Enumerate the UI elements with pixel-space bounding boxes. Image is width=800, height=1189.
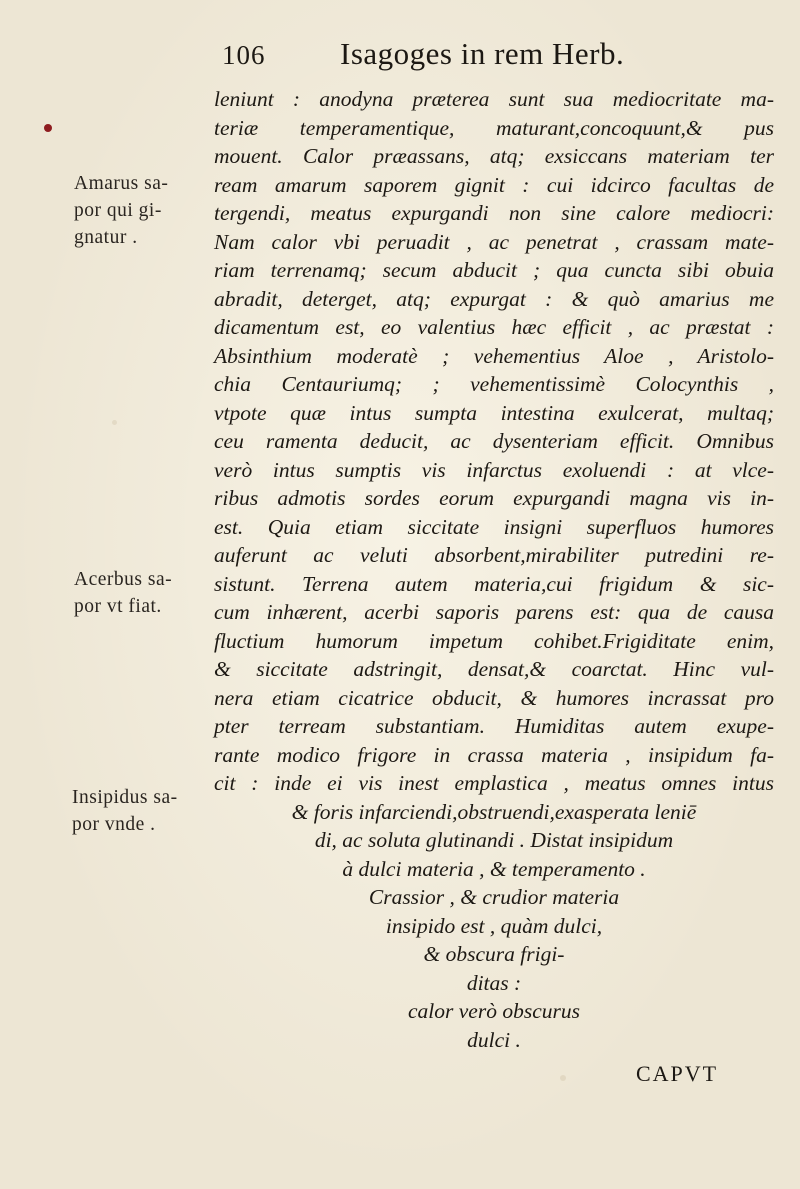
text-line: di, ac soluta glutinandi . Distat insipidum: [314, 828, 674, 852]
text-line: ditas :: [466, 970, 522, 995]
margin-note-line: por vnde .: [72, 814, 156, 835]
text-line: insipido est , quàm dulci,: [385, 913, 603, 938]
text-line: dicamentum est, eo valentius hæc efficit , ac præstat :: [214, 315, 774, 339]
text-line: cit : inde ei vis inest emplastica , meatus omnes intus: [214, 771, 774, 795]
text-line: riam terrenamq; secum abducit ; qua cuncta sibi obuia: [214, 258, 774, 282]
text-line: chia Centauriumq; ; vehementissimè Colocynthis ,: [214, 372, 774, 396]
text-line: sistunt. Terrena autem materia,cui frigidum & sic-: [214, 571, 774, 596]
text-line: Absinthium moderatè ; vehementius Aloe , Aristolo-: [214, 343, 774, 368]
text-line: & obscura frigi-: [423, 942, 565, 966]
text-line: ceu ramenta deducit, ac dysenteriam efficit. Omnibus: [214, 429, 774, 453]
page-header: [222, 34, 682, 78]
text-line: pter terream substantiam. Humiditas autem exupe-: [214, 714, 774, 738]
text-line: verò intus sumptis vis infarctus exoluendi : at vlce-: [214, 457, 774, 482]
margin-note-insipidus: [72, 784, 178, 838]
margin-note-acerbus: [74, 566, 172, 620]
text-line: ribus admotis sordes eorum expurgandi magna vis in-: [214, 486, 774, 510]
text-line: teriæ temperamentique, maturant,concoquunt,& pus: [214, 115, 774, 140]
margin-note-line: por vt fiat.: [74, 596, 162, 617]
text-line: vtpote quæ intus sumpta intestina exulcerat, multaq;: [214, 400, 774, 425]
text-line: cum inhærent, acerbi saporis parens est: qua de causa: [214, 600, 774, 624]
text-line: leniunt : anodyna præterea sunt sua mediocritate ma-: [214, 87, 774, 111]
text-line: nera etiam cicatrice obducit, & humores incrassat pro: [214, 685, 774, 710]
text-line: mouent. Calor præassans, atq; exsiccans materiam ter: [214, 144, 774, 168]
catchword: CAPVT: [636, 1061, 719, 1086]
running-head: Isagoges in rem Herb.: [340, 36, 625, 71]
text-line: auferunt ac veluti absorbent,mirabiliter putredini re-: [214, 543, 774, 567]
text-line: abradit, deterget, atq; expurgat : & quò amarius me: [214, 286, 774, 311]
text-line: dulci .: [467, 1027, 521, 1052]
text-line: rante modico frigore in crassa materia , insipidum fa-: [214, 742, 774, 767]
text-line: Crassior , & crudior materia: [368, 885, 620, 909]
margin-note-line: Acerbus sa-: [74, 569, 173, 590]
margin-note-line: Insipidus sa-: [72, 787, 178, 808]
red-ink-spot: [44, 124, 52, 132]
margin-note-line: por qui gi-: [74, 200, 162, 221]
page-number: 106: [222, 40, 266, 70]
margin-note-amarus: [74, 170, 168, 251]
text-line: Nam calor vbi peruadit , ac penetrat , crassam mate-: [214, 229, 774, 254]
margin-note-line: gnatur .: [74, 227, 138, 248]
text-line: fluctium humorum impetum cohibet.Frigiditate enim,: [214, 628, 774, 653]
text-line: à dulci materia , & temperamento .: [342, 856, 646, 881]
text-line: & foris infarciendi,obstruendi,exasperata leniē: [291, 799, 697, 824]
text-line: calor verò obscurus: [408, 999, 580, 1023]
text-line: ream amarum saporem gignit : cui idcirco facultas de: [214, 172, 774, 197]
text-line: tergendi, meatus expurgandi non sine calore mediocri:: [214, 201, 774, 225]
text-line: est. Quia etiam siccitate insigni superfluos humores: [214, 514, 774, 539]
text-line: & siccitate adstringit, densat,& coarctat. Hinc vul-: [214, 657, 774, 681]
margin-note-line: Amarus sa-: [74, 173, 169, 194]
paper-spot: [560, 1075, 566, 1081]
paper-spot: [112, 420, 117, 425]
